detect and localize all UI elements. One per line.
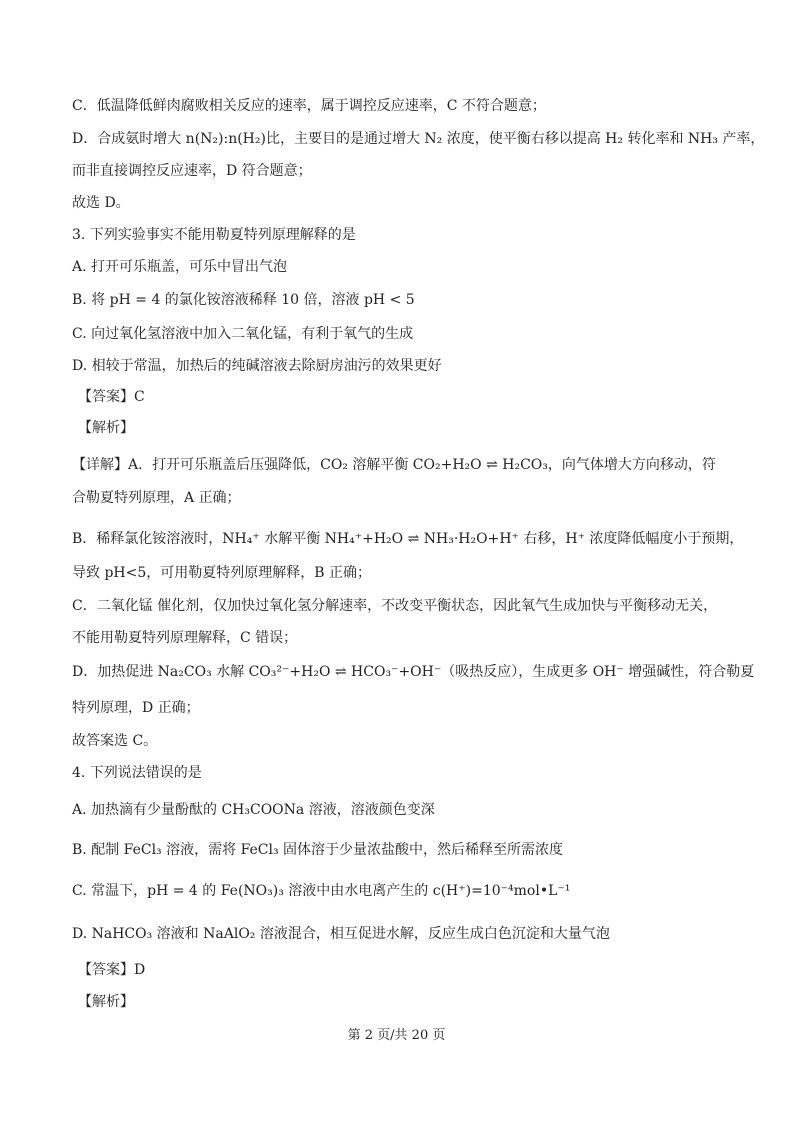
question-3-option-b: B. 将 pH = 4 的氯化铵溶液稀释 10 倍，溶液 pH < 5 [72, 292, 415, 308]
text-line-12: 【详解】A．打开可乐瓶盖后压强降低，CO₂ 溶解平衡 CO₂+H₂O ⇌ H₂CO₃，向气体增大方向移动，符 [72, 457, 716, 473]
question-4-option-c: C. 常温下，pH = 4 的 Fe(NO₃)₃ 溶液中由水电离产生的 c(H⁺)=10⁻⁴mol•L⁻¹ [72, 883, 571, 899]
question-4-option-d: D. NaHCO₃ 溶液和 NaAlO₂ 溶液混合，相互促进水解，反应生成白色沉淀和大量气泡 [72, 926, 610, 942]
text-line-13: 合勒夏特列原理，A 正确； [72, 490, 241, 506]
text-line-15: 导致 pH<5，可用勒夏特列原理解释，B 正确； [72, 565, 371, 581]
text-line-4: 故选 D。 [72, 195, 130, 211]
text-line-18: D．加热促进 Na₂CO₃ 水解 CO₃²⁻+H₂O ⇌ HCO₃⁻+OH⁻（吸热反应），生成更多 OH⁻ 增强碱性，符合勒夏 [72, 664, 755, 680]
answer-label: 【答案】C [78, 389, 145, 405]
text-line-16: C．二氧化锰 催化剂，仅加快过氧化氢分解速率，不改变平衡状态，因此氧气生成加快与平衡移动无关， [72, 598, 718, 614]
text-line-1: C．低温降低鲜肉腐败相关反应的速率，属于调控反应速率，C 不符合题意； [72, 98, 546, 114]
question-4-option-a: A. 加热滴有少量酚酞的 CH₃COONa 溶液，溶液颜色变深 [72, 802, 435, 818]
page-footer: 第 2 页/共 20 页 [347, 1028, 446, 1043]
text-line-14: B．稀释氯化铵溶液时，NH₄⁺ 水解平衡 NH₄⁺+H₂O ⇌ NH₃·H₂O+H⁺ 右移，H⁺ 浓度降低幅度小于预期， [72, 531, 744, 547]
question-4-stem: 4. 下列说法错误的是 [72, 765, 202, 781]
text-line-3: 而非直接调控反应速率，D 符合题意； [72, 163, 312, 179]
answer-label-2: 【答案】D [78, 962, 146, 978]
text-line-17: 不能用勒夏特列原理解释，C 错误； [72, 630, 298, 646]
text-line-19: 特列原理，D 正确； [72, 700, 200, 716]
question-4-option-b: B. 配制 FeCl₃ 溶液，需将 FeCl₃ 固体溶于少量浓盐酸中，然后稀释至所需浓度 [72, 842, 564, 858]
question-3-option-d: D. 相较于常温，加热后的纯碱溶液去除厨房油污的效果更好 [72, 358, 442, 374]
text-line-2: D．合成氨时增大 n(N₂):n(H₂)比，主要目的是通过增大 N₂ 浓度，使平衡右移以提高 H₂ 转化率和 NH₃ 产率， [72, 131, 765, 147]
analysis-label: 【解析】 [78, 420, 134, 436]
question-3-stem: 3. 下列实验事实不能用勒夏特列原理解释的是 [72, 227, 356, 243]
question-3-option-c: C. 向过氧化氢溶液中加入二氧化锰，有利于氧气的生成 [72, 326, 414, 342]
text-line-20: 故答案选 C。 [72, 733, 158, 749]
question-3-option-a: A. 打开可乐瓶盖，可乐中冒出气泡 [72, 259, 288, 275]
analysis-label-2: 【解析】 [78, 994, 134, 1010]
